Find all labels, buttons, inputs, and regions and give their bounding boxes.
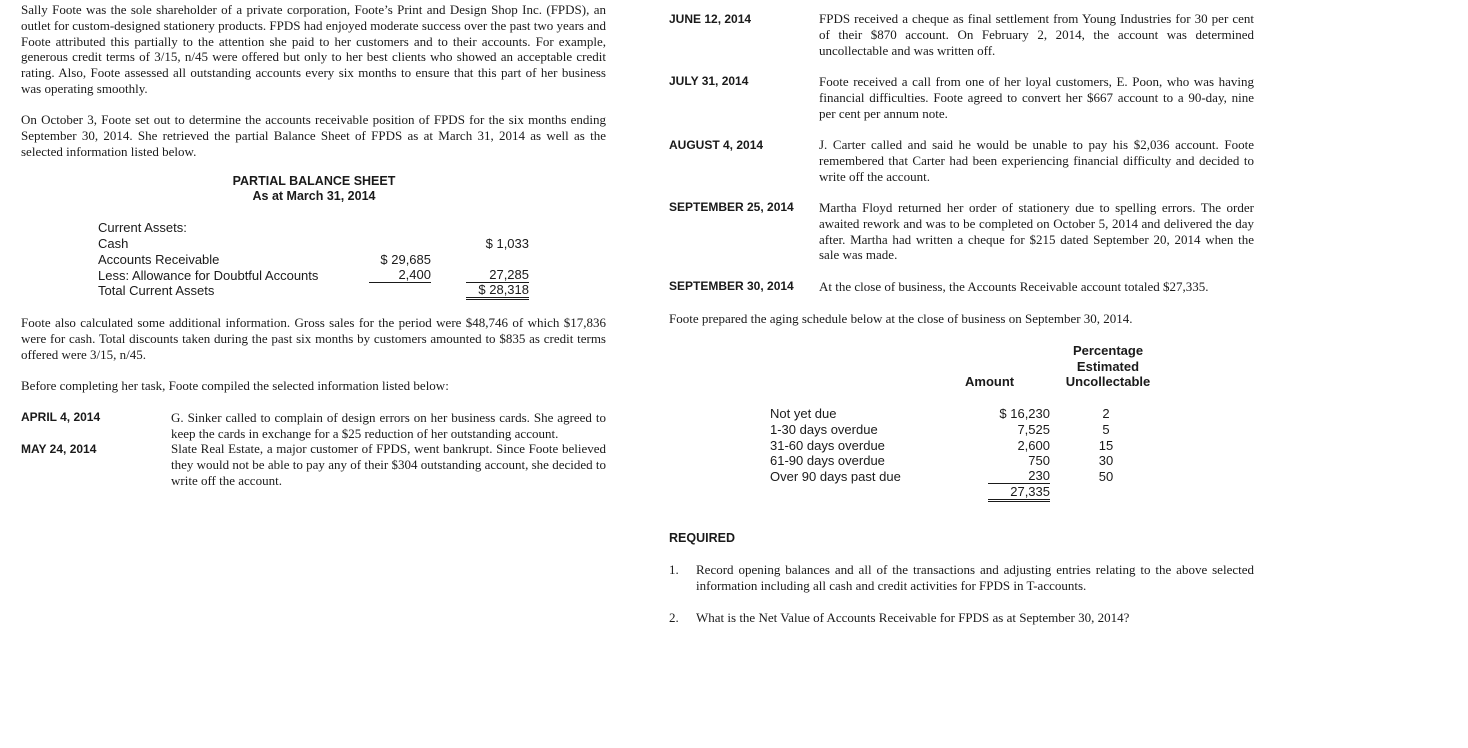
event-date-june: JUNE 12, 2014 <box>669 12 752 26</box>
aging-row-amount: $ 16,230 <box>999 406 1050 421</box>
aging-row-amount: 7,525 <box>1017 422 1050 437</box>
event-text-june: FPDS received a cheque as final settlement from Young Industries for 30 per cent of their $870 account. On February 2, 2014, the account was determined uncollectable and was written off. <box>819 11 1254 58</box>
event-date-august: AUGUST 4, 2014 <box>669 138 764 152</box>
event-text-april: G. Sinker called to complain of design errors on her business cards. She agreed to keep the cards in exchange for a $25 reduction of her outstanding account. <box>171 410 606 441</box>
aging-intro: Foote prepared the aging schedule below at the close of business on September 30, 2014. <box>669 311 1133 326</box>
aging-row-amount: 750 <box>1028 453 1050 468</box>
aging-row-label: 31-60 days overdue <box>770 438 885 453</box>
aging-row-label: Over 90 days past due <box>770 469 901 484</box>
aging-pct-header-2: Estimated <box>1076 359 1140 374</box>
allowance-label: Less: Allowance for Doubtful Accounts <box>98 268 319 283</box>
event-date-april: APRIL 4, 2014 <box>21 410 101 424</box>
intro-paragraph: Sally Foote was the sole shareholder of a private corporation, Foote’s Print and Design Shop Inc. (FPDS), an outlet for custom-designed stationery products. FPDS had enjoyed moderate success over the past two years and Foote attributed this partially to the attention she paid to her customers and to their accounts. For example, generous credit terms of 3/15, n/45 were offered but only to her best clients who showed an acceptable credit rating. Also, Foote assessed all outstanding accounts every six months to ensure that this part of her business was operating smoothly. <box>21 2 606 96</box>
required-item-text: What is the Net Value of Accounts Receivable for FPDS as at September 30, 2014? <box>696 610 1130 625</box>
balance-sheet-title: PARTIAL BALANCE SHEET <box>232 174 396 188</box>
aging-row-pct: 30 <box>1098 453 1114 468</box>
event-text-august: J. Carter called and said he would be unable to pay his $2,036 account. Foote remembered that Carter had been experiencing financial difficulty and decided to write off the account. <box>819 137 1254 184</box>
event-date-september-30: SEPTEMBER 30, 2014 <box>669 279 794 293</box>
aging-row-label: 1-30 days overdue <box>770 422 878 437</box>
aging-row-label: Not yet due <box>770 406 837 421</box>
ar-label: Accounts Receivable <box>98 252 220 267</box>
aging-row-label: 61-90 days overdue <box>770 453 885 468</box>
current-assets-label: Current Assets: <box>98 220 187 235</box>
event-date-september-25: SEPTEMBER 25, 2014 <box>669 200 794 214</box>
event-text-july: Foote received a call from one of her loyal customers, E. Poon, who was having financial difficulties. Foote agreed to convert her $667 account to a 90-day, nine per cent per annum note. <box>819 74 1254 121</box>
allowance-value: 2,400 <box>369 268 431 283</box>
aging-total: 27,335 <box>988 485 1050 502</box>
required-heading: REQUIRED <box>669 531 735 545</box>
required-item-text: Record opening balances and all of the transactions and adjusting entries relating to the above selected information including all cash and credit activities for FPDS in T-accounts. <box>696 562 1254 593</box>
net-ar-value: 27,285 <box>466 268 529 283</box>
aging-row-pct: 50 <box>1098 469 1114 484</box>
event-date-july: JULY 31, 2014 <box>669 74 749 88</box>
aging-row-amount: 2,600 <box>1017 438 1050 453</box>
aging-amount-header: Amount <box>965 374 1015 389</box>
before-paragraph: Before completing her task, Foote compiled the selected information listed below: <box>21 378 449 393</box>
additional-paragraph: Foote also calculated some additional information. Gross sales for the period were $48,746 of which $17,836 were for cash. Total discounts taken during the past six months by customers amounted to $835 as credit terms offered were 3/15, n/45. <box>21 315 606 362</box>
balance-sheet-subtitle: As at March 31, 2014 <box>252 189 376 203</box>
event-date-may: MAY 24, 2014 <box>21 442 97 456</box>
october-paragraph: On October 3, Foote set out to determine the accounts receivable position of FPDS for the six months ending September 30, 2014. She retrieved the partial Balance Sheet of FPDS as at March 31, 2014 as well as the selected information listed below. <box>21 112 606 159</box>
required-item-number: 1. <box>669 562 679 577</box>
aging-row-pct: 5 <box>1102 422 1110 437</box>
cash-label: Cash <box>98 236 129 251</box>
total-current-assets-label: Total Current Assets <box>98 283 215 298</box>
event-text-september-30: At the close of business, the Accounts Receivable account totaled $27,335. <box>819 279 1209 294</box>
aging-row-pct: 2 <box>1102 406 1110 421</box>
ar-value: $ 29,685 <box>380 252 431 267</box>
required-item-number: 2. <box>669 610 679 625</box>
cash-value: $ 1,033 <box>485 236 529 251</box>
event-text-september-25: Martha Floyd returned her order of stationery due to spelling errors. The order awaited rework and was to be completed on October 5, 2014 and delivered the day after. Martha had written a cheque for $215 dated September 20, 2014 when the sale was made. <box>819 200 1254 263</box>
aging-row-pct: 15 <box>1098 438 1114 453</box>
aging-pct-header-1: Percentage <box>1072 343 1144 358</box>
event-text-may: Slate Real Estate, a major customer of FPDS, went bankrupt. Since Foote believed they would not be able to pay any of their $304 outstanding account, she decided to write off the account. <box>171 441 606 488</box>
total-current-assets-value: $ 28,318 <box>466 283 529 300</box>
aging-row-amount: 230 <box>988 469 1050 484</box>
aging-pct-header-3: Uncollectable <box>1065 374 1151 389</box>
